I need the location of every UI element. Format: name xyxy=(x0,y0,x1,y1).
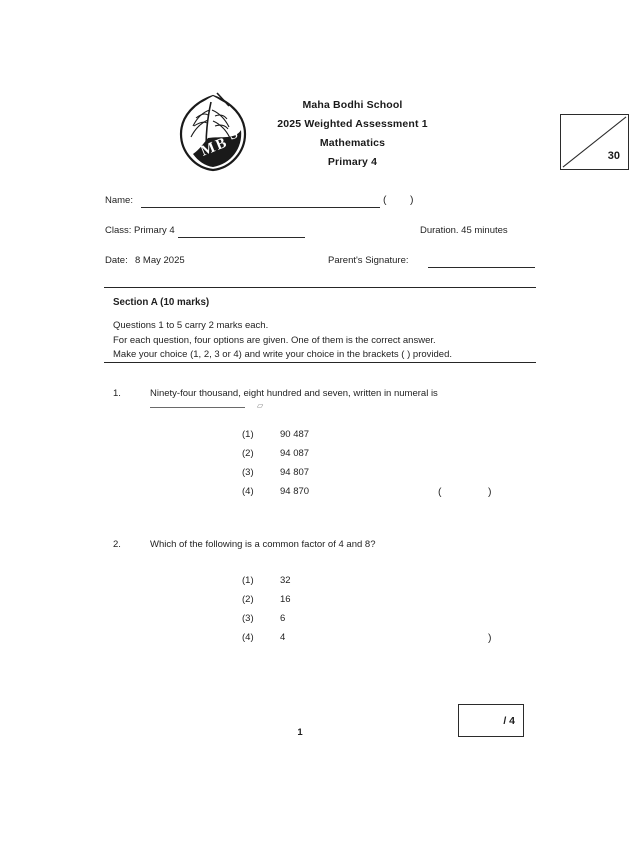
section-a-block xyxy=(113,296,538,363)
question-1-answer-close-paren: ) xyxy=(488,486,492,498)
question-1-answer-open-paren: ( xyxy=(438,486,442,498)
question-1 xyxy=(105,387,535,502)
option-value: 94 087 xyxy=(280,448,310,459)
date-value: 8 May 2025 xyxy=(135,255,185,266)
total-marks-value: 30 xyxy=(607,150,620,162)
option-value: 94 807 xyxy=(280,467,310,478)
page-header xyxy=(105,88,620,180)
name-row xyxy=(105,194,535,214)
option-value: 94 870 xyxy=(280,486,310,497)
section-divider-bottom xyxy=(104,362,536,363)
name-index-close-paren: ) xyxy=(410,194,414,206)
page-number: 1 xyxy=(297,727,303,738)
question-2-text: Which of the following is a common factor of 4 and 8? xyxy=(150,539,376,550)
option-row[interactable] xyxy=(105,631,535,650)
name-label: Name: xyxy=(105,195,133,206)
option-row[interactable] xyxy=(105,574,535,593)
section-divider-top xyxy=(104,287,536,288)
total-marks-box xyxy=(560,114,629,170)
section-instruction-3: Make your choice (1, 2, 3 or 4) and write your choice in the brackets ( ) provided. xyxy=(113,349,452,360)
section-instruction-2: For each question, four options are given. One of them is the correct answer. xyxy=(113,334,436,346)
option-row[interactable] xyxy=(105,612,535,631)
name-input[interactable] xyxy=(141,207,380,208)
option-row[interactable] xyxy=(105,466,535,485)
question-1-number: 1. xyxy=(113,388,121,399)
question-2 xyxy=(105,538,535,643)
duration-label: Duration. 45 minutes xyxy=(420,225,508,236)
option-row[interactable] xyxy=(105,447,535,466)
option-key: (2) xyxy=(242,594,254,605)
svg-text:B: B xyxy=(213,135,229,154)
parent-signature-input[interactable] xyxy=(428,267,535,268)
class-label: Class: Primary 4 xyxy=(105,225,175,236)
question-2-answer-close-paren: ) xyxy=(488,632,492,644)
level: Primary 4 xyxy=(327,156,378,168)
option-key: (4) xyxy=(242,486,254,497)
option-key: (4) xyxy=(242,632,254,643)
option-value: 6 xyxy=(280,613,286,624)
question-1-options xyxy=(105,428,535,504)
school-logo-icon xyxy=(177,90,251,174)
svg-text:S: S xyxy=(226,125,241,144)
option-key: (1) xyxy=(242,575,254,586)
option-row[interactable] xyxy=(105,428,535,447)
section-instruction-1: Questions 1 to 5 carry 2 marks each. xyxy=(113,320,269,331)
page-score-box xyxy=(458,704,524,737)
class-input[interactable] xyxy=(178,237,305,238)
question-1-text: Ninety-four thousand, eight hundred and seven, written in numeral is xyxy=(150,388,438,399)
name-index-open-paren: ( xyxy=(383,194,387,206)
question-2-number: 2. xyxy=(113,539,121,550)
question-2-options xyxy=(105,574,535,650)
option-key: (3) xyxy=(242,613,254,624)
question-1-blank-mark: ▱ xyxy=(257,401,264,410)
option-value: 32 xyxy=(280,575,291,586)
school-name: Maha Bodhi School xyxy=(302,99,403,111)
option-row[interactable] xyxy=(105,485,535,504)
option-key: (2) xyxy=(242,448,254,459)
option-value: 4 xyxy=(280,632,286,643)
page-score-value: / 4 xyxy=(503,714,515,727)
assessment-title: 2025 Weighted Assessment 1 xyxy=(277,118,428,130)
header-title-block xyxy=(245,96,460,172)
svg-text:M: M xyxy=(198,139,218,160)
option-value: 90 487 xyxy=(280,429,310,440)
option-key: (3) xyxy=(242,467,254,478)
candidate-particulars xyxy=(105,190,535,280)
parent-signature-label: Parent's Signature: xyxy=(328,255,409,266)
date-label: Date: xyxy=(105,255,128,266)
subject: Mathematics xyxy=(319,137,386,149)
class-row xyxy=(105,224,535,244)
date-row xyxy=(105,254,535,274)
option-key: (1) xyxy=(242,429,254,440)
question-1-answer-blank[interactable] xyxy=(150,407,245,408)
option-value: 16 xyxy=(280,594,291,605)
option-row[interactable] xyxy=(105,593,535,612)
section-title: Section A (10 marks) xyxy=(113,297,210,308)
